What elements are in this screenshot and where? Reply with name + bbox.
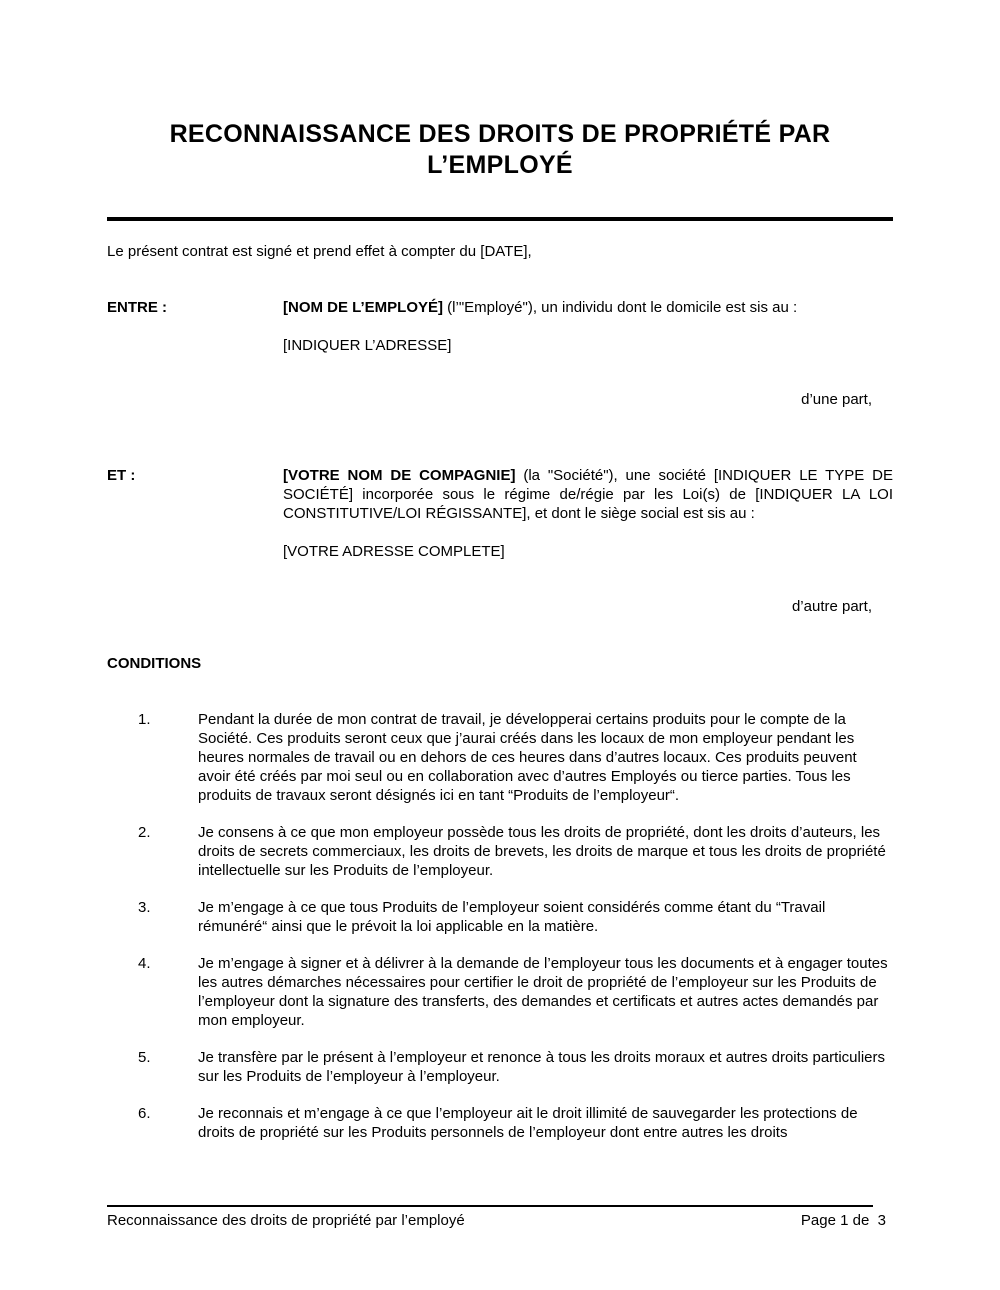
document-title: RECONNAISSANCE DES DROITS DE PROPRIÉTÉ PAR L’EMPLOYÉ: [169, 120, 831, 179]
intro-paragraph: Le présent contrat est signé et prend effet à compter du [DATE],: [107, 243, 532, 260]
condition-item-6: [107, 1104, 893, 1142]
footer-divider: [107, 1205, 873, 1207]
condition-number: 5.: [138, 1049, 151, 1066]
party-et-name: [VOTRE NOM DE COMPAGNIE]: [283, 467, 516, 484]
party-et-label: ET :: [107, 467, 136, 484]
party-et-lead: [283, 466, 893, 523]
condition-item-2: [107, 823, 893, 880]
party-entre-label: ENTRE :: [107, 299, 167, 316]
party-et-part: d’autre part,: [791, 598, 872, 615]
condition-text: Je consens à ce que mon employeur possède tous les droits de propriété, dont les droits d’auteurs, les droits de secrets commerciaux, les droits de brevets, les droits de marque et tous les droits de propriété intellectuelle sur les Produits de l’employeur.: [198, 824, 886, 879]
party-entre-description: (l’"Employé"), un individu dont le domicile est sis au :: [443, 299, 798, 316]
condition-text: Je m’engage à signer et à délivrer à la demande de l’employeur tous les documents et à engager toutes les autres démarches nécessaires pour certifier le droit de propriété de l’employeur sur les Produits de l’employeur dont la signature des transferts, des demandes et certificats et autres actes demandés par mon employeur.: [198, 955, 888, 1029]
condition-number: 6.: [138, 1105, 151, 1122]
page-footer: [107, 1205, 886, 1230]
title-divider: [107, 217, 893, 221]
party-entre-address: [INDIQUER L’ADRESSE]: [283, 337, 452, 354]
condition-number: 4.: [138, 955, 151, 972]
party-entre-lead: [283, 298, 893, 317]
condition-item-5: [107, 1048, 893, 1086]
footer-page-number: Page 1 de 3: [800, 1212, 886, 1229]
condition-number: 2.: [138, 824, 151, 841]
condition-text: Je m’engage à ce que tous Produits de l’employeur soient considérés comme étant du “Travail rémunéré“ ainsi que le prévoit la loi applicable en la matière.: [198, 899, 826, 935]
condition-item-4: [107, 954, 893, 1030]
condition-number: 1.: [138, 711, 151, 728]
party-entre-row: [107, 298, 893, 409]
party-et-description: (la "Société"), une société [INDIQUER LE TYPE DE SOCIÉTÉ] incorporée sous le régime de/régie par les Loi(s) de [INDIQUER LA LOI CONSTITUTIVE/LOI RÉGISSANTE], et dont le siège social est sis au :: [283, 467, 893, 522]
condition-text: Je reconnais et m’engage à ce que l’employeur ait le droit illimité de sauvegarder les protections de droits de propriété sur les Produits personnels de l’employeur dont entre autres les droits: [198, 1105, 858, 1141]
party-et-address: [VOTRE ADRESSE COMPLETE]: [283, 543, 505, 560]
party-et-row: [107, 466, 893, 616]
conditions-heading: CONDITIONS: [107, 655, 202, 672]
party-entre-name: [NOM DE L’EMPLOYÉ]: [283, 299, 444, 316]
party-et-body: [283, 466, 893, 616]
condition-text: Pendant la durée de mon contrat de travail, je développerai certains produits pour le compte de la Société. Ces produits seront ceux que j’aurai créés dans les locaux de mon employeur pendant les heures normales de travail ou en dehors de ces heures dans d’autres locaux. Ces produits peuvent avoir été créés par moi seul ou en collaboration avec d’autres Employés ou tierce parties. Tous les produits de travaux seront désignés ici en tant “Produits de l’employeur“.: [198, 711, 857, 804]
footer-row: [107, 1211, 886, 1230]
party-entre-body: [283, 298, 893, 409]
footer-document-title: Reconnaissance des droits de propriété par l’employé: [107, 1212, 465, 1229]
condition-number: 3.: [138, 899, 151, 916]
condition-text: Je transfère par le présent à l’employeur et renonce à tous les droits moraux et autres droits particuliers sur les Produits de l’employeur à l’employeur.: [198, 1049, 885, 1085]
party-entre-part: d’une part,: [801, 391, 872, 408]
condition-item-1: [107, 710, 893, 805]
condition-item-3: [107, 898, 893, 936]
conditions-list: [107, 710, 893, 1142]
